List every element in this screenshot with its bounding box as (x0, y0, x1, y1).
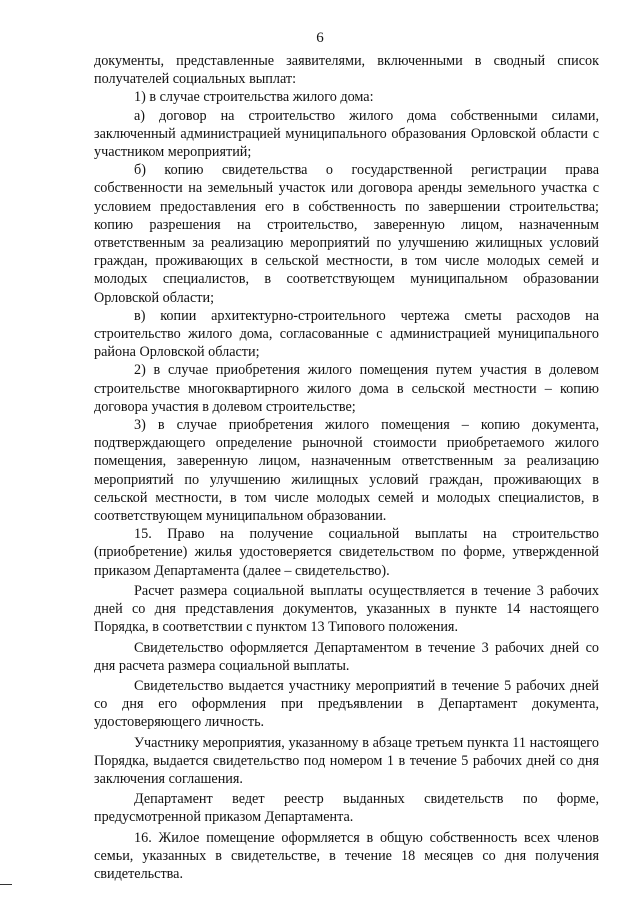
paragraph-item-1a: а) договор на строительство жилого дома собственными силами, заключенный администрацией муниципального образования Орловской области с участником мероприятий; (94, 107, 599, 161)
paragraph-item-1: 1) в случае строительства жилого дома: (134, 89, 374, 106)
paragraph-section-16: 16. Жилое помещение оформляется в общую собственность всех членов семьи, указанных в свидетельстве, в течение 18 месяцев со дня получения свидетельства. (94, 829, 599, 882)
paragraph-item-3: 3) в случае приобретения жилого помещения – копию документа, подтверждающего определение рыночной стоимости приобретаемого жилого помещения, заверенную лицом, назначенным ответственным за реализацию мероприятий по улучшению жилищных условий граждан, проживающих в сельской местности, в том числе молодых семей и молодых специалистов, в соответствующем муниципальном образовании. (94, 417, 599, 525)
page-number: 6 (316, 30, 324, 46)
paragraph-registry: Департамент ведет реестр выданных свидетельств по форме, предусмотренной приказом Департамента. (94, 791, 599, 826)
paragraph-item-2: 2) в случае приобретения жилого помещения путем участия в долевом строительстве многоквартирного жилого дома в сельской местности – копию договора участия в долевом строительстве; (94, 362, 599, 415)
paragraph-section-15: 15. Право на получение социальной выплаты на строительство (приобретение) жилья удостоверяется свидетельством по форме, утвержденной приказом Департамента (далее – свидетельство). (94, 526, 599, 579)
paragraph-intro: документы, представленные заявителями, включенными в сводный список получателей социальных выплат: (94, 53, 599, 88)
paragraph-calculation: Расчет размера социальной выплаты осуществляется в течение 3 рабочих дней со дня представления документов, указанных в пункте 14 настоящего Порядка, в соответствии с пунктом 13 Типового положения. (94, 582, 599, 636)
paragraph-item-1v: в) копии архитектурно-строительного чертежа сметы расходов на строительство жилого дома, согласованные с администрацией муниципального района Орловской области; (94, 307, 599, 361)
document-body (94, 52, 599, 883)
scan-edge-mark (0, 884, 12, 885)
paragraph-participant: Участнику мероприятия, указанному в абзаце третьем пункта 11 настоящего Порядка, выдается свидетельство под номером 1 в течение 5 рабочих дней со дня заключения соглашения. (94, 734, 599, 787)
paragraph-certificate-delivery: Свидетельство выдается участнику мероприятий в течение 5 рабочих дней со дня его оформления при предъявлении в Департамент документа, удостоверяющего личность. (94, 677, 599, 731)
paragraph-item-1b: б) копию свидетельства о государственной регистрации права собственности на земельный участок или договора аренды земельного участка с условием предоставления его в собственность по завершении строительства; копию разрешения на строительство, заверенную лицом, назначенным ответственным за реализацию мероприятий по улучшению жилищных условий граждан, проживающих в сельской местности, в том числе молодых семей и молодых специалистов, в соответствующем муниципальном образовании Орловской области; (94, 162, 599, 306)
paragraph-certificate-issuance: Свидетельство оформляется Департаментом в течение 3 рабочих дней со дня расчета размера социальной выплаты. (94, 639, 599, 674)
